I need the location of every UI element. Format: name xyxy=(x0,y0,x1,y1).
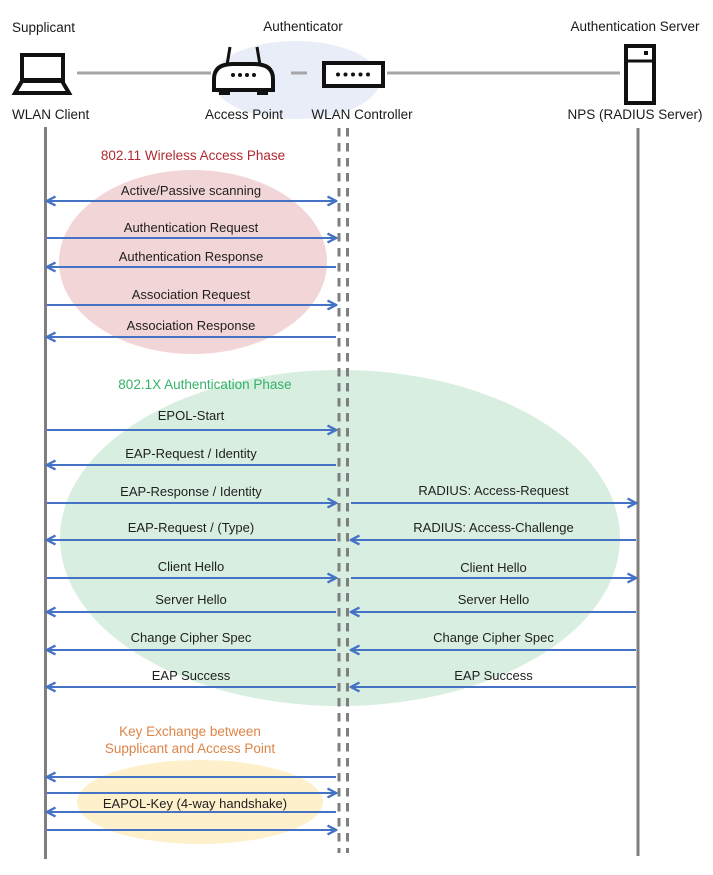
message-label: Change Cipher Spec xyxy=(130,630,252,645)
nps-radius-label: NPS (RADIUS Server) xyxy=(567,107,703,122)
message-label: Server Hello xyxy=(457,592,530,607)
message-label: Server Hello xyxy=(155,592,227,607)
wlan-controller-label: WLAN Controller xyxy=(311,107,413,122)
wlan-client-label: WLAN Client xyxy=(12,107,90,122)
phase3-title-line1: Key Exchange between xyxy=(119,724,261,739)
message-label: Association Request xyxy=(131,287,251,302)
laptop-icon xyxy=(15,55,69,93)
message-label: Client Hello xyxy=(157,559,225,574)
message-label: RADIUS: Access-Challenge xyxy=(413,520,574,535)
message-label: EAP-Response / Identity xyxy=(120,484,262,499)
message-label: Association Response xyxy=(126,318,256,333)
message-label: EAP Success xyxy=(454,668,533,683)
server-icon xyxy=(626,46,654,103)
phase2-title: 802.1X Authentication Phase xyxy=(118,377,292,392)
auth-server-role-label: Authentication Server xyxy=(570,19,700,34)
phase1-title: 802.11 Wireless Access Phase xyxy=(100,148,286,163)
message-label: EAP-Request / Identity xyxy=(125,446,257,461)
message-label: EAP Success xyxy=(151,668,231,683)
access-point-label: Access Point xyxy=(204,107,284,122)
eapol-key-label: EAPOL-Key (4-way handshake) xyxy=(102,796,288,811)
message-label: Authentication Response xyxy=(118,249,264,264)
message-label: Client Hello xyxy=(460,560,527,575)
wlan-controller-icon xyxy=(324,63,383,86)
message-label: Authentication Request xyxy=(123,220,259,235)
message-label: EAP-Request / (Type) xyxy=(127,520,255,535)
message-label: Active/Passive scanning xyxy=(120,183,262,198)
supplicant-role-label: Supplicant xyxy=(12,20,76,35)
phase3-title-line2: Supplicant and Access Point xyxy=(104,741,276,756)
message-label: EPOL-Start xyxy=(157,408,225,423)
message-label: RADIUS: Access-Request xyxy=(418,483,569,498)
message-label: Change Cipher Spec xyxy=(433,630,554,645)
authenticator-role-label: Authenticator xyxy=(263,19,343,34)
